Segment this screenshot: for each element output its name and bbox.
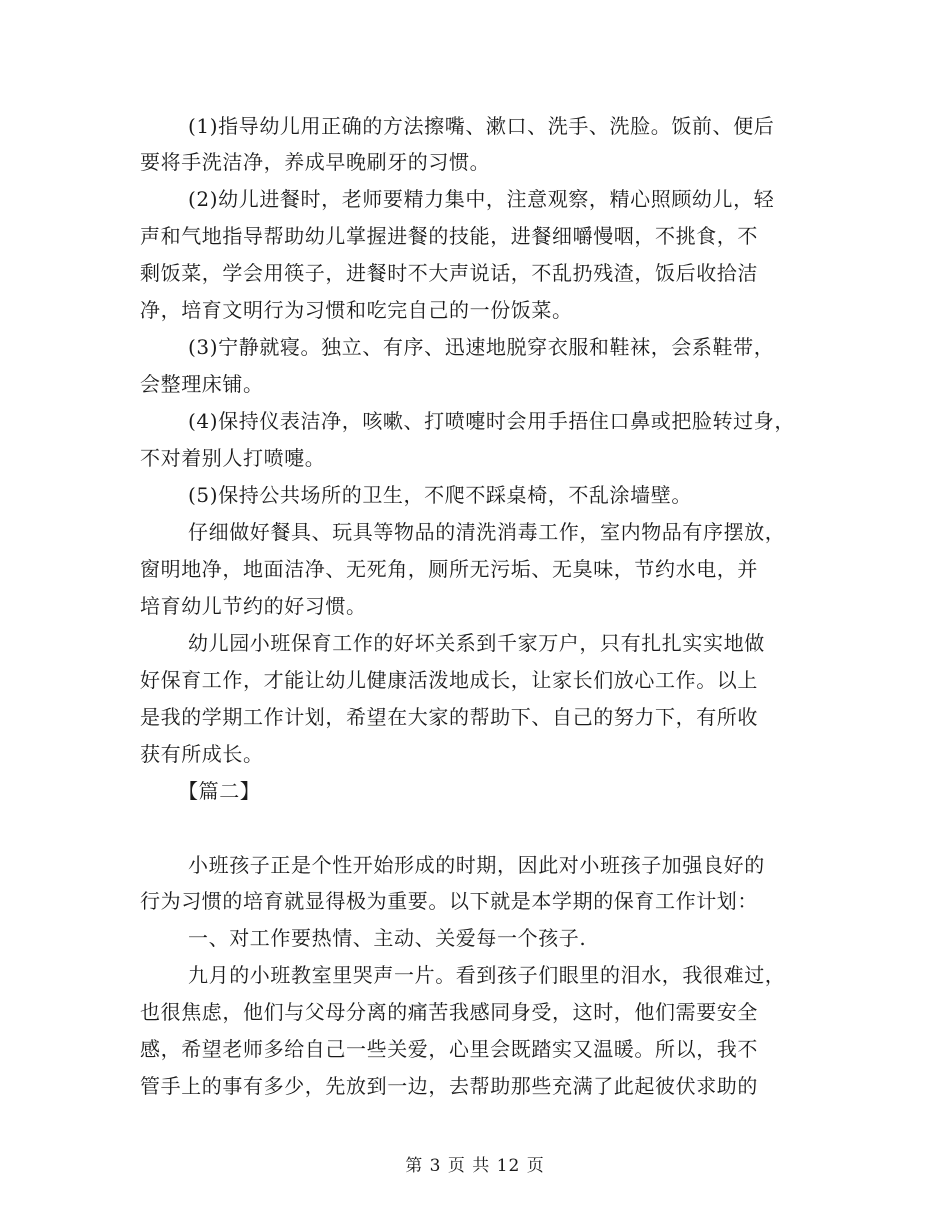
paragraph-line: 培育幼儿节约的好习惯。 (140, 594, 367, 618)
paragraph-line: 也很焦虑，他们与父母分离的痛苦我感同身受，这时，他们需要安全 (140, 1000, 758, 1024)
paragraph-line: 九月的小班教室里哭声一片。看到孩子们眼里的泪水，我很难过， (188, 963, 786, 987)
paragraph-line: 是我的学期工作计划，希望在大家的帮助下、自己的努力下，有所收 (140, 705, 758, 729)
paragraph-line: (3)宁静就寝。独立、有序、迅速地脱穿衣服和鞋袜，会系鞋带， (188, 335, 775, 359)
paragraph-line: (1)指导幼儿用正确的方法擦嘴、漱口、洗手、洗脸。饭前、便后 (188, 114, 775, 138)
paragraph-line: 管手上的事有多少，先放到一边，去帮助那些充满了此起彼伏求助的 (140, 1074, 758, 1098)
paragraph-line: 感，希望老师多给自己一些关爱，心里会既踏实又温暖。所以，我不 (140, 1037, 758, 1061)
paragraph-line: (2)幼儿进餐时，老师要精力集中，注意观察，精心照顾幼儿，轻 (188, 187, 775, 211)
paragraph-line: 仔细做好餐具、玩具等物品的清洗消毒工作，室内物品有序摆放， (188, 520, 786, 544)
paragraph-line: 行为习惯的培育就显得极为重要。以下就是本学期的保育工作计划： (140, 889, 758, 913)
paragraph-line: 好保育工作，才能让幼儿健康活泼地成长，让家长们放心工作。以上 (140, 668, 758, 692)
paragraph-line: (5)保持公共场所的卫生，不爬不踩桌椅，不乱涂墙壁。 (188, 483, 692, 507)
page-footer: 第 3 页 共 12 页 (405, 1156, 545, 1176)
paragraph-line: 会整理床铺。 (140, 372, 264, 396)
paragraph-line: 不对着别人打喷嚏。 (140, 446, 326, 470)
paragraph-line: (4)保持仪表洁净，咳嗽、打喷嚏时会用手捂住口鼻或把脸转过身， (188, 409, 795, 433)
paragraph-line: 幼儿园小班保育工作的好坏关系到千家万户，只有扎扎实实地做 (188, 631, 765, 655)
paragraph-line: 小班孩子正是个性开始形成的时期，因此对小班孩子加强良好的 (188, 853, 765, 877)
paragraph-line: 一、对工作要热情、主动、关爱每一个孩子. (188, 926, 587, 950)
paragraph-line: 获有所成长。 (140, 742, 264, 766)
paragraph-line: 要将手洗洁净，养成早晚刷牙的习惯。 (140, 150, 491, 174)
paragraph-line: 声和气地指导帮助幼儿掌握进餐的技能，进餐细嚼慢咽，不挑食，不 (140, 224, 758, 248)
paragraph-line: 净，培育文明行为习惯和吃完自己的一份饭菜。 (140, 298, 573, 322)
paragraph-line: 剩饭菜，学会用筷子，进餐时不大声说话，不乱扔残渣，饭后收拾洁 (140, 261, 758, 285)
section-heading: 【篇二】 (178, 779, 261, 803)
paragraph-line: 窗明地净，地面洁净、无死角，厕所无污垢、无臭味，节约水电，并 (140, 557, 758, 581)
